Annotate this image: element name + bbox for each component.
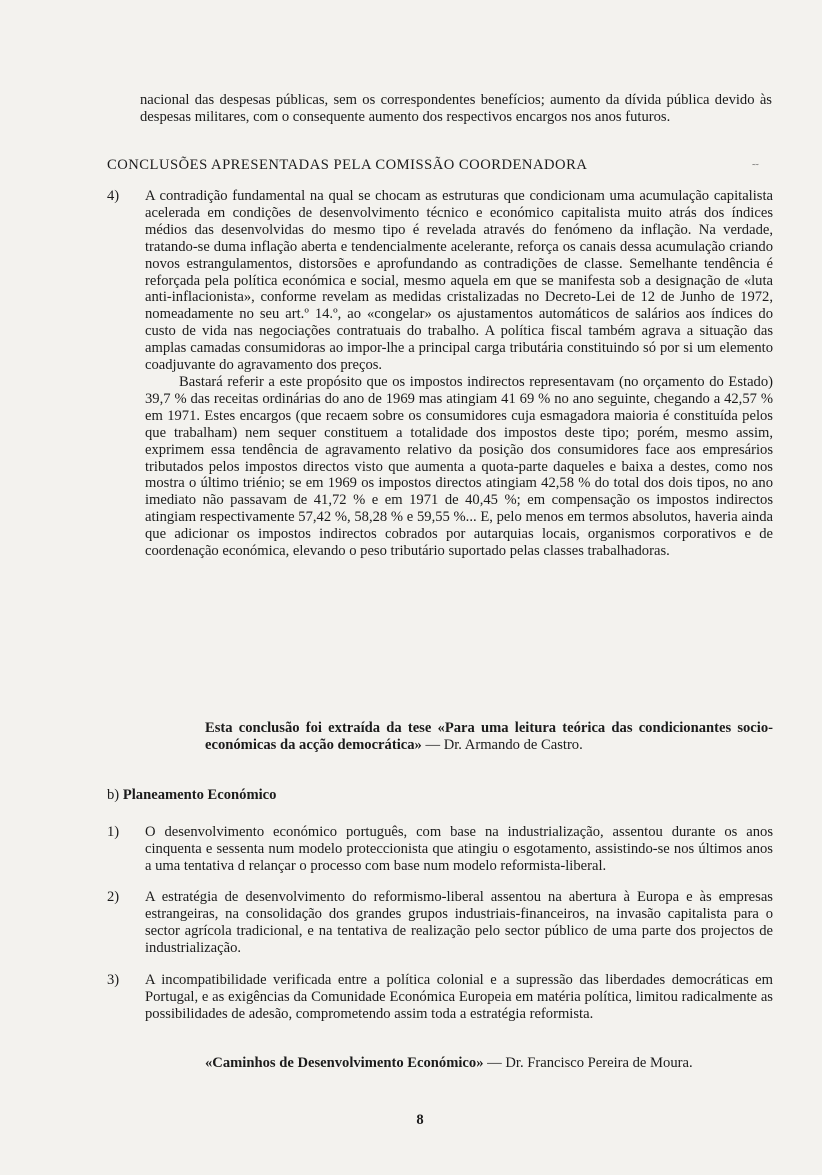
item-text: O desenvolvimento económico português, com base na industrialização, assentou durante os anos cinquenta e sessenta num modelo proteccionista que atingiu o esgotamento, assistindo-se nos últimos anos a uma tentativa d relançar o processo com base num modelo reformista-liberal. xyxy=(145,824,773,874)
citation-title: Esta conclusão foi extraída da tese «Para uma leitura teórica das condicionantes socio-económicas da acção democrática» xyxy=(205,720,773,754)
citation-2 xyxy=(205,1055,773,1072)
item-body xyxy=(145,188,773,560)
subsection-heading xyxy=(107,787,276,804)
planning-item-2 xyxy=(107,889,773,957)
planning-item-3 xyxy=(107,972,773,1023)
planning-item-1 xyxy=(107,824,773,875)
section-heading: CONCLUSÕES APRESENTADAS PELA COMISSÃO COORDENADORA xyxy=(107,157,588,173)
item-number: 1) xyxy=(107,824,120,840)
item-paragraph-2: Bastará referir a este propósito que os impostos indirectos representavam (no orçamento do Estado) 39,7 % das receitas ordinárias do ano de 1969 mas atingiam 41 69 % no ano seguinte, chegando a 42,57 % em 1971. Estes encargos (que recaem sobre os consumidores cuja esmagadora maioria é constituída pelos que trabalham) nem sequer constituem a totalidade dos impostos deste tipo; porém, mesmo assim, exprimem essa tendência de agravamento relativo da posição dos consumidores face aos empresários tributados pelos impostos directos visto que aumenta a quota-parte daqueles e baixa a destes, como nos mostra o último triénio; se em 1969 os impostos directos atingiam 42,58 % do total dos dois tipos, no ano imediato não passavam de 41,72 % e em 1971 de 40,45 %; em compensação os impostos indirectos atingiam respectivamente 57,42 %, 58,28 % e 59,55 %... E, pelo menos em termos absolutos, haveria ainda que adicionar os impostos indirectos cobrados por autarquias locais, organismos corporativos e de coordenação económica, elevando o peso tributário suportado pelas classes trabalhadoras. xyxy=(145,373,773,560)
conclusion-item-4 xyxy=(107,188,773,560)
item-number: 3) xyxy=(107,972,120,988)
page-number: 8 xyxy=(416,1112,424,1128)
citation-1 xyxy=(205,720,773,754)
intro-paragraph: nacional das despesas públicas, sem os correspondentes benefícios; aumento da dívida pública devido às despesas militares, com o consequente aumento dos respectivos encargos nos anos futuros. xyxy=(140,92,772,126)
citation-author: — Dr. Francisco Pereira de Moura. xyxy=(483,1055,693,1071)
subsection-title: Planeamento Económico xyxy=(122,787,277,803)
citation-title: «Caminhos de Desenvolvimento Económico» xyxy=(205,1055,484,1071)
item-paragraph-1: A contradição fundamental na qual se chocam as estruturas que condicionam uma acumulação capitalista acelerada em condições de desenvolvimento técnico e económico capitalista muito atrás dos índices médios das desenvolvidas do mesmo tipo é revelada através do fenómeno da inflação. Na verdade, tratando-se duma inflação aberta e tendencialmente acelerante, reforça os canais dessa acumulação criando novos estrangulamentos, distorsões e aprofundando as contradições de classe. Semelhante tendência é reforçada pela política económica e social, mesmo aquela em que se manifesta sob a designação de «luta anti-inflacionista», conforme revelam as medidas cristalizadas no Decreto-Lei de 12 de Junho de 1972, nomeadamente no seu art.º 14.º, ao «congelar» os ajustamentos automáticos de salários aos índices do custo de vida nas negociações contratuais do trabalho. A política fiscal também agrava a situação das amplas camadas consumidoras ao impor-lhe a principal carga tributária constituindo só por si um elemento coadjuvante do agravamento dos preços. xyxy=(145,188,773,374)
item-number: 2) xyxy=(107,889,120,905)
subsection-letter: b) xyxy=(107,787,120,803)
item-text: A incompatibilidade verificada entre a política colonial e a supressão das liberdades democráticas em Portugal, e as exigências da Comunidade Económica Europeia em matéria política, limitou radicalmente as possibilidades de adesão, comprometendo assim toda a estratégia reformista. xyxy=(145,972,773,1022)
item-number: 4) xyxy=(107,188,120,204)
stray-mark: ˜˜ xyxy=(752,163,759,174)
citation-author: — Dr. Armando de Castro. xyxy=(421,737,583,754)
item-text: A estratégia de desenvolvimento do reformismo-liberal assentou na abertura à Europa e às empresas estrangeiras, na consolidação dos grandes grupos industriais-financeiros, na invasão capitalista para o sector agrícola tradicional, e na tentativa de realização pelo sector público de uma parte dos projectos de industrialização. xyxy=(145,889,773,956)
